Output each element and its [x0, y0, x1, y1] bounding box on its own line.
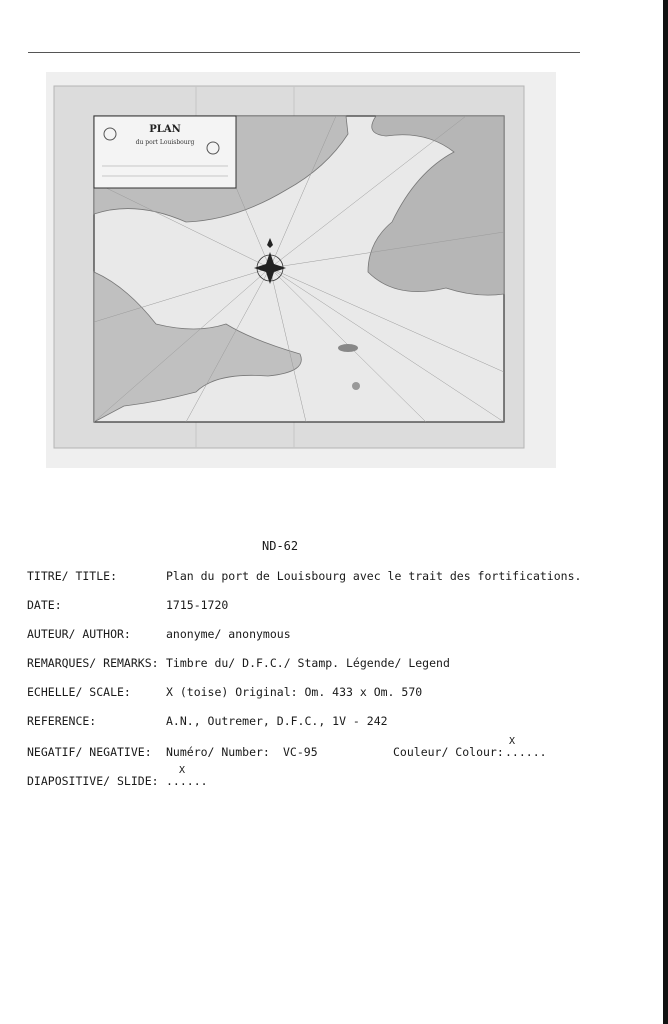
title-value: Plan du port de Louisbourg avec le trait des fortifications. — [166, 569, 582, 583]
date-value: 1715-1720 — [166, 598, 229, 612]
island — [352, 382, 360, 390]
reference-value: A.N., Outremer, D.F.C., 1V - 242 — [166, 714, 388, 728]
slide-label: DIAPOSITIVE/ SLIDE: — [27, 774, 159, 788]
date-row — [27, 598, 647, 616]
date-label: DATE: — [27, 598, 62, 612]
title-row — [27, 569, 647, 587]
reference-label: REFERENCE: — [27, 714, 97, 728]
author-label: AUTEUR/ AUTHOR: — [27, 627, 131, 641]
island — [338, 344, 358, 352]
remarks-label: REMARQUES/ REMARKS: — [27, 656, 159, 670]
page-edge-shadow — [663, 0, 668, 1024]
title-label: TITRE/ TITLE: — [27, 569, 118, 583]
slide-check-mark: X — [179, 765, 186, 776]
negative-row — [27, 745, 647, 763]
colour-value: ...... — [505, 745, 547, 759]
top-rule — [28, 52, 580, 53]
slide-value: ...... — [166, 774, 208, 788]
colour-check-mark: X — [509, 736, 516, 747]
scale-value: X (toise) Original: Om. 433 x Om. 570 — [166, 685, 423, 699]
negative-number-value: VC-95 — [283, 745, 318, 759]
scale-row — [27, 685, 647, 703]
negative-label: NEGATIF/ NEGATIVE: — [27, 745, 152, 759]
remarks-row — [27, 656, 647, 674]
catalog-id: ND-62 — [262, 539, 299, 553]
reference-row — [27, 714, 647, 732]
map-photograph — [46, 72, 556, 468]
slide-row — [27, 774, 647, 792]
cartouche-subtitle: du port Louisbourg — [135, 139, 195, 146]
scale-label: ECHELLE/ SCALE: — [27, 685, 131, 699]
author-row — [27, 627, 647, 645]
remarks-value: Timbre du/ D.F.C./ Stamp. Légende/ Legend — [166, 656, 450, 670]
colour-label: Couleur/ Colour: — [393, 745, 504, 759]
negative-number-label: Numéro/ Number: — [166, 745, 270, 759]
author-value: anonyme/ anonymous — [166, 627, 291, 641]
cartouche-title: PLAN — [149, 124, 181, 135]
